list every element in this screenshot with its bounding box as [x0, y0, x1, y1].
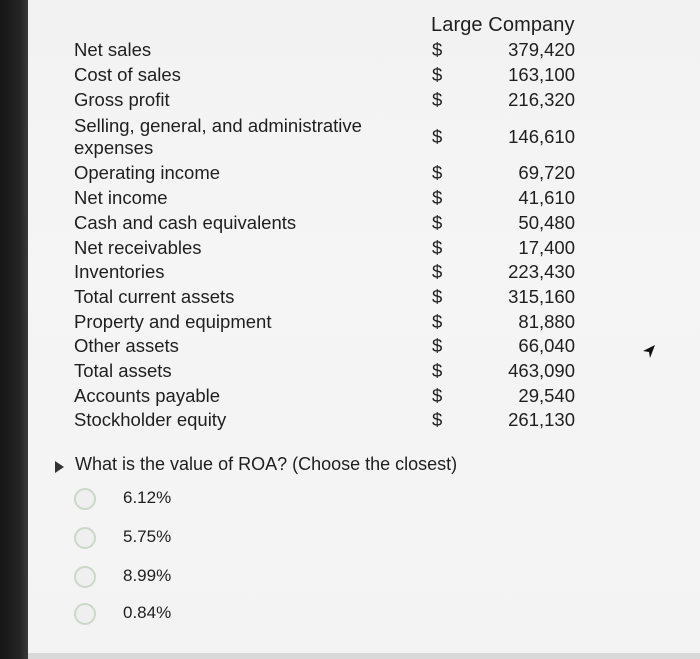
option-label: 5.75%: [123, 527, 172, 546]
option-4[interactable]: [0, 603, 700, 629]
row-property-equipment: [0, 311, 700, 336]
option-label: 8.99%: [123, 566, 172, 585]
row-net-receivables: [0, 237, 700, 262]
row-label: Inventories: [74, 261, 165, 282]
currency-sign: $: [432, 64, 443, 85]
question-text: What is the value of ROA? (Choose the closest): [75, 454, 458, 474]
row-value: 17,400: [518, 237, 575, 258]
currency-sign: $: [432, 286, 443, 307]
radio-button-icon[interactable]: [74, 488, 96, 510]
row-net-sales: [0, 39, 700, 64]
row-operating-income: [0, 162, 700, 187]
row-value: 379,420: [508, 39, 575, 60]
row-value: 223,430: [508, 261, 575, 282]
row-sga-expenses: [0, 115, 700, 161]
currency-sign: $: [432, 261, 443, 282]
option-1[interactable]: [0, 488, 700, 514]
row-value: 81,880: [518, 311, 575, 332]
row-net-income: [0, 187, 700, 212]
row-label: Selling, general, and administrative expenses: [74, 115, 362, 158]
row-label: Net income: [74, 187, 168, 208]
row-label: Net sales: [74, 39, 152, 60]
row-cash: [0, 212, 700, 237]
row-total-assets: [0, 360, 700, 385]
row-value: 463,090: [508, 360, 575, 381]
row-label: Accounts payable: [74, 385, 221, 406]
row-value: 261,130: [508, 409, 575, 430]
play-triangle-icon: [55, 461, 64, 473]
row-value: 163,100: [508, 64, 575, 85]
currency-sign: $: [432, 212, 443, 233]
row-value: 69,720: [518, 162, 575, 183]
row-value: 216,320: [508, 89, 575, 110]
currency-sign: $: [432, 39, 443, 60]
currency-sign: $: [432, 335, 443, 356]
option-label: 6.12%: [123, 488, 172, 507]
row-value: 66,040: [518, 335, 575, 356]
radio-button-icon[interactable]: [74, 566, 96, 588]
row-cost-of-sales: [0, 64, 700, 89]
company-column-header: Large Company: [431, 14, 575, 36]
row-value: 146,610: [508, 126, 575, 147]
row-label: Other assets: [74, 335, 179, 356]
radio-button-icon[interactable]: [74, 603, 96, 625]
currency-sign: $: [432, 237, 443, 258]
row-other-assets: [0, 335, 700, 360]
row-value: 29,540: [518, 385, 575, 406]
row-label: Total current assets: [74, 286, 235, 307]
radio-button-icon[interactable]: [74, 527, 96, 549]
row-value: 41,610: [518, 187, 575, 208]
option-2[interactable]: [0, 527, 700, 553]
currency-sign: $: [432, 89, 443, 110]
currency-sign: $: [432, 187, 443, 208]
row-gross-profit: [0, 89, 700, 114]
currency-sign: $: [432, 385, 443, 406]
row-label: Property and equipment: [74, 311, 272, 332]
currency-sign: $: [432, 126, 443, 147]
option-label: 0.84%: [123, 603, 172, 622]
bottom-shade: [28, 653, 700, 659]
row-stockholder-equity: [0, 409, 700, 434]
row-inventories: [0, 261, 700, 286]
mouse-cursor-icon: [640, 342, 660, 362]
row-label: Net receivables: [74, 237, 202, 258]
row-label: Stockholder equity: [74, 409, 227, 430]
row-accounts-payable: [0, 385, 700, 410]
currency-sign: $: [432, 409, 443, 430]
option-3[interactable]: [0, 566, 700, 592]
row-label: Gross profit: [74, 89, 170, 110]
row-label: Cash and cash equivalents: [74, 212, 297, 233]
currency-sign: $: [432, 311, 443, 332]
row-label: Operating income: [74, 162, 221, 183]
row-label: Cost of sales: [74, 64, 181, 85]
row-value: 315,160: [508, 286, 575, 307]
row-label: Total assets: [74, 360, 172, 381]
row-total-current-assets: [0, 286, 700, 311]
row-value: 50,480: [518, 212, 575, 233]
currency-sign: $: [432, 162, 443, 183]
currency-sign: $: [432, 360, 443, 381]
